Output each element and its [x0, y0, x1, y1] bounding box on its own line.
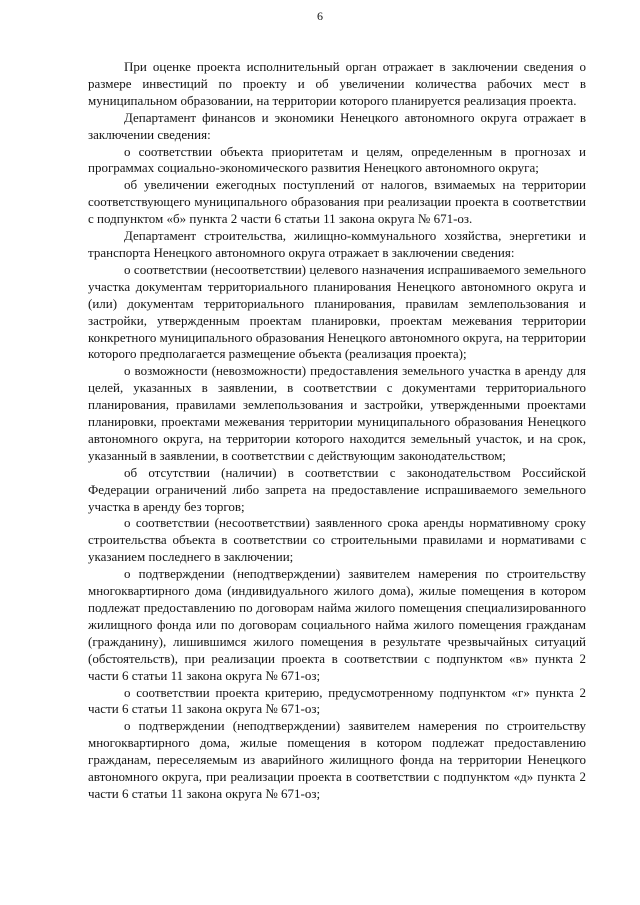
paragraph-lease-term: о соответствии (несоответствии) заявленного срока аренды нормативному сроку строительства объекта в соответствии со строительными правилами и нормативами с указанием последнего в заключении;: [88, 515, 586, 565]
paragraph-criterion-g: о соответствии проекта критерию, предусмотренному подпунктом «г» пункта 2 части 6 статьи 11 закона округа № 671-оз;: [88, 684, 586, 717]
paragraph-resettlement: о подтверждении (неподтверждении) заявителем намерения по строительству многоквартирного дома, жилые помещения в котором подлежат предоставлению гражданам, переселяемым из аварийного жилищного фонда на территории Ненецкого автономного округа, при реализации проекта в соответствии с подпунктом «д» пункта 2 части 6 статьи 11 закона округа № 671-оз;: [88, 718, 586, 801]
paragraph-investment-info: При оценке проекта исполнительный орган отражает в заключении сведения о размере инвестиций по проекту и об увеличении количества рабочих мест в муниципальном образовании, на территории которого планируется реализация проекта.: [88, 59, 586, 108]
document-body: [88, 59, 586, 803]
page-number: 6: [317, 9, 323, 23]
paragraph-land-purpose: о соответствии (несоответствии) целевого назначения испрашиваемого земельного участка документам территориального планирования Ненецкого автономного округа и (или) документам территориального планирования, правилам землепользования и застройки, утвержденным проектам планировки, проектам межевания территории конкретного муниципального образования Ненецкого автономного округа, на территории которого предполагается размещение объекта (реализация проекта);: [88, 261, 586, 362]
paragraph-housing-construction: о подтверждении (неподтверждении) заявителем намерения по строительству многоквартирного дома (индивидуального жилого дома), жилые помещения в котором подлежат предоставлению по договорам найма жилого помещения специализированного жилищного фонда или по договорам социального найма жилого помещения гражданам (гражданину), лишившимся жилого помещения в результате чрезвычайных ситуаций (обстоятельств), при реализации проекта в соответствии с подпунктом «в» пункта 2 части 6 статьи 11 закона округа № 671-оз;: [88, 566, 586, 683]
paragraph-restrictions: об отсутствии (наличии) в соответствии с законодательством Российской Федерации ограничений либо запрета на предоставление испрашиваемого земельного участка в аренду без торгов;: [88, 464, 586, 514]
paragraph-construction-department: Департамент строительства, жилищно-коммунального хозяйства, энергетики и транспорта Ненецкого автономного округа отражает в заключении сведения:: [88, 228, 586, 260]
paragraph-tax-increase: об увеличении ежегодных поступлений от налогов, взимаемых на территории соответствующего муниципального образования при реализации проекта в соответствии с подпунктом «б» пункта 2 части 6 статьи 11 закона округа № 671-оз.: [88, 177, 586, 227]
paragraph-finance-department: Департамент финансов и экономики Ненецкого автономного округа отражает в заключении сведения:: [88, 109, 586, 142]
paragraph-lease-possibility: о возможности (невозможности) предоставления земельного участка в аренду для целей, указанных в заявлении, в соответствии с документами территориального планирования, правилами землепользования и застройки, утвержденными проектами планировки, проектами межевания территории муниципального образования Ненецкого автономного округа, на территории которого находится земельный участок, и на срок, указанный в заявлении, в соответствии с действующим законодательством;: [88, 363, 586, 463]
paragraph-priorities-compliance: о соответствии объекта приоритетам и целям, определенным в прогнозах и программах социально-экономического развития Ненецкого автономного округа;: [88, 143, 586, 176]
